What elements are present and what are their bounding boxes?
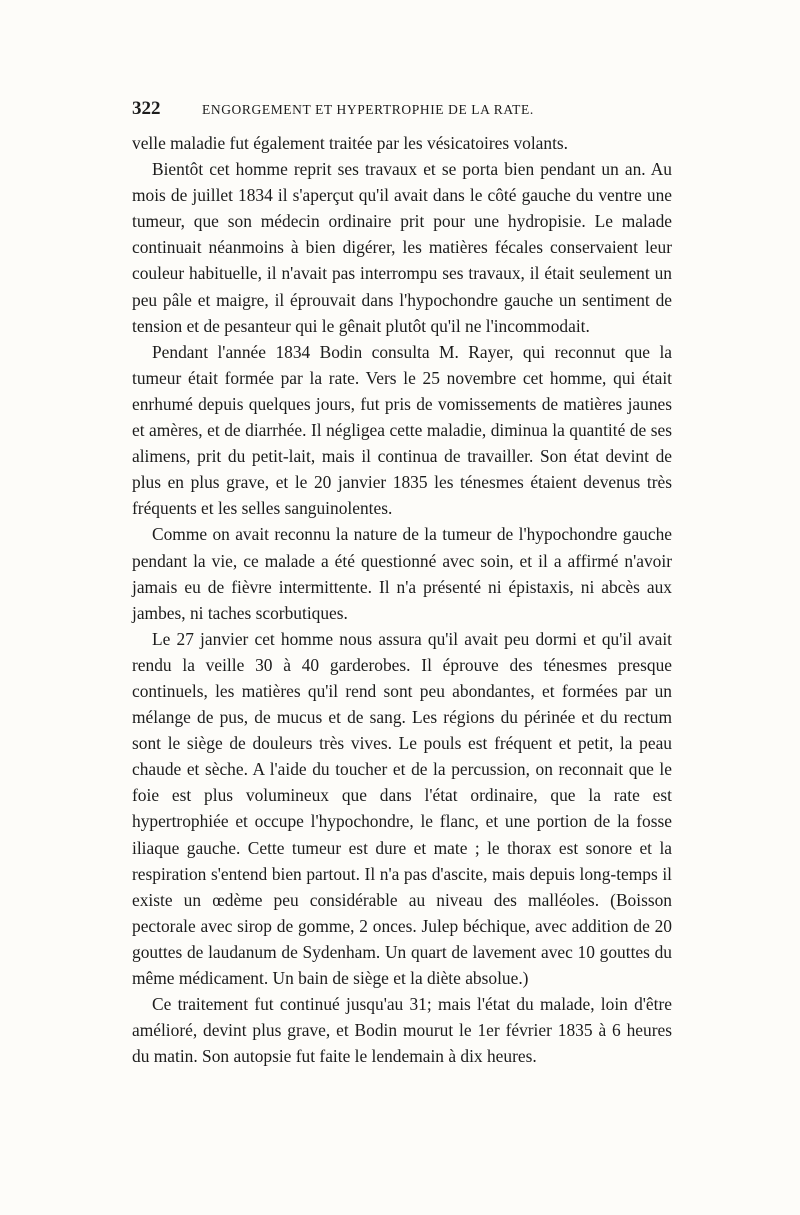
paragraph: Bientôt cet homme reprit ses travaux et se porta bien pendant un an. Au mois de juillet 1834 il s'aperçut qu'il avait dans le côté gauche du ventre une tumeur, que son médecin ordinaire prit pour une hydropisie. Le malade continuait néanmoins à bien digérer, les matières fécales conservaient leur couleur habituelle, il n'avait pas interrompu ses travaux, il était seulement un peu pâle et maigre, il éprouvait dans l'hypochondre gauche un sentiment de tension et de pesanteur qui le gênait plutôt qu'il ne l'incommodait. (132, 159, 672, 336)
paragraph: Pendant l'année 1834 Bodin consulta M. Rayer, qui reconnut que la tumeur était formée par la rate. Vers le 25 novembre cet homme, qui était enrhumé depuis quelques jours, fut pris de vomissements de matières jaunes et amères, et de diarrhée. Il négligea cette maladie, diminua la quantité de ses alimens, prit du petit-lait, mais il continua de travailler. Son état devint de plus en plus grave, et le 20 janvier 1835 les ténesmes étaient devenus très fréquents et les selles sanguinolentes. (132, 341, 672, 519)
paragraph-continuation: velle maladie fut également traitée par les vésicatoires volants. (132, 133, 569, 153)
page-number: 322 (132, 98, 161, 119)
page-header (132, 98, 672, 128)
paragraph: Ce traitement fut continué jusqu'au 31; mais l'état du malade, loin d'être amélioré, devint plus grave, et Bodin mourut le 1er février 1835 à 6 heures du matin. Son autopsie fut faite le lendemain à dix heures. (132, 994, 672, 1067)
page-body (132, 130, 672, 1069)
paragraph: Comme on avait reconnu la nature de la tumeur de l'hypochondre gauche pendant la vie, ce malade a été questionné avec soin, et il a affirmé n'avoir jamais eu de fièvre intermittente. Il n'a présenté ni épistaxis, ni abcès aux jambes, ni taches scorbutiques. (132, 524, 672, 623)
running-title: ENGORGEMENT ET HYPERTROPHIE DE LA RATE. (202, 102, 534, 117)
paragraph: Le 27 janvier cet homme nous assura qu'il avait peu dormi et qu'il avait rendu la veille 30 à 40 garderobes. Il éprouve des ténesmes presque continuels, les matières qu'il rend sont peu abondantes, et formées par un mélange de pus, de mucus et de sang. Les régions du périnée et du rectum sont le siège de douleurs très vives. Le pouls est fréquent et petit, la peau chaude et sèche. A l'aide du toucher et de la percussion, on reconnait que le foie est plus volumineux que dans l'état ordinaire, que la rate est hypertrophiée et occupe l'hypochondre, le flanc, et une portion de la fosse iliaque gauche. Cette tumeur est dure et mate ; le thorax est sonore et la respiration s'entend bien partout. Il n'a pas d'ascite, mais depuis long-temps il existe un œdème peu considérable au niveau des malléoles. (Boisson pectorale avec sirop de gomme, 2 onces. Julep béchique, avec addition de 20 gouttes de laudanum de Sydenham. Un quart de lavement avec 10 gouttes du même médicament. Un bain de siège et la diète absolue.) (132, 628, 672, 988)
